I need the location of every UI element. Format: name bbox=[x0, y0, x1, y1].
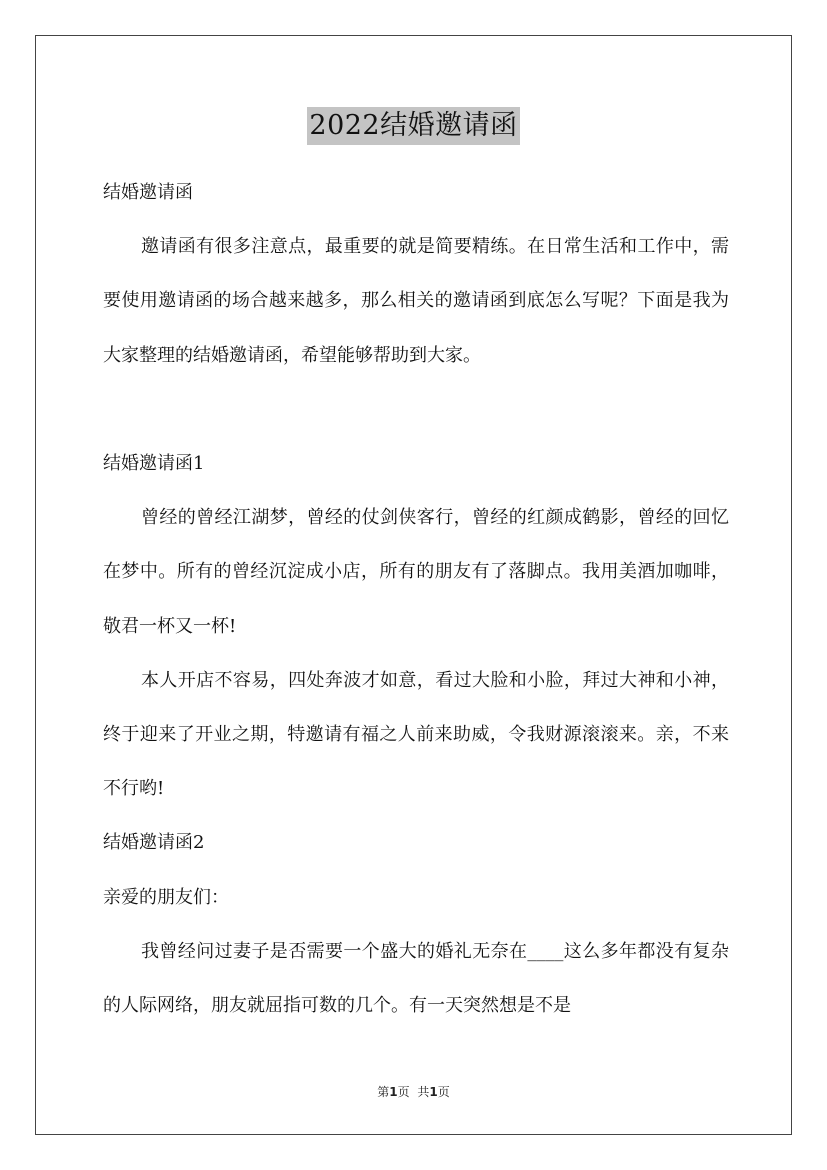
section-heading-1: 结婚邀请函1 bbox=[103, 453, 205, 474]
intro-paragraph: 邀请函有很多注意点，最重要的就是简要精练。在日常生活和工作中，需要使用邀请函的场合越来越多，那么相关的邀请函到底怎么写呢？下面是我为大家整理的结婚邀请函，希望能够帮助到大家。 bbox=[103, 236, 729, 366]
section-heading-2: 结婚邀请函2 bbox=[103, 832, 205, 854]
salutation: 亲爱的朋友们： bbox=[103, 886, 229, 908]
page-footer bbox=[0, 1083, 827, 1101]
section-heading: 结婚邀请函 bbox=[103, 182, 193, 203]
total-label-prefix: 共 bbox=[417, 1085, 430, 1099]
total-label-suffix: 页 bbox=[437, 1085, 450, 1099]
body-paragraph: 曾经的曾经江湖梦，曾经的仗剑侠客行，曾经的红颜成鹤影，曾经的回忆在梦中。所有的曾经沉淀成小店，所有的朋友有了落脚点。我用美酒加咖啡，敬君一杯又一杯! bbox=[103, 507, 729, 637]
body-paragraph: 我曾经问过妻子是否需要一个盛大的婚礼无奈在____这么多年都没有复杂的人际网络，朋友就屈指可数的几个。有一天突然想是不是 bbox=[103, 940, 729, 1017]
total-pages: 1 bbox=[429, 1085, 438, 1099]
document-body bbox=[103, 166, 729, 1033]
blank-line bbox=[103, 383, 729, 437]
body-paragraph: 本人开店不容易，四处奔波才如意，看过大脸和小脸，拜过大神和小神，终于迎来了开业之期，特邀请有福之人前来助威，令我财源滚滚来。亲，不来不行哟! bbox=[103, 669, 729, 800]
document-title-text: 2022结婚邀请函 bbox=[307, 107, 519, 145]
page-label-suffix: 页 bbox=[397, 1085, 410, 1099]
page-label-prefix: 第 bbox=[377, 1085, 390, 1099]
document-title bbox=[0, 104, 827, 145]
page-number: 1 bbox=[389, 1085, 398, 1099]
